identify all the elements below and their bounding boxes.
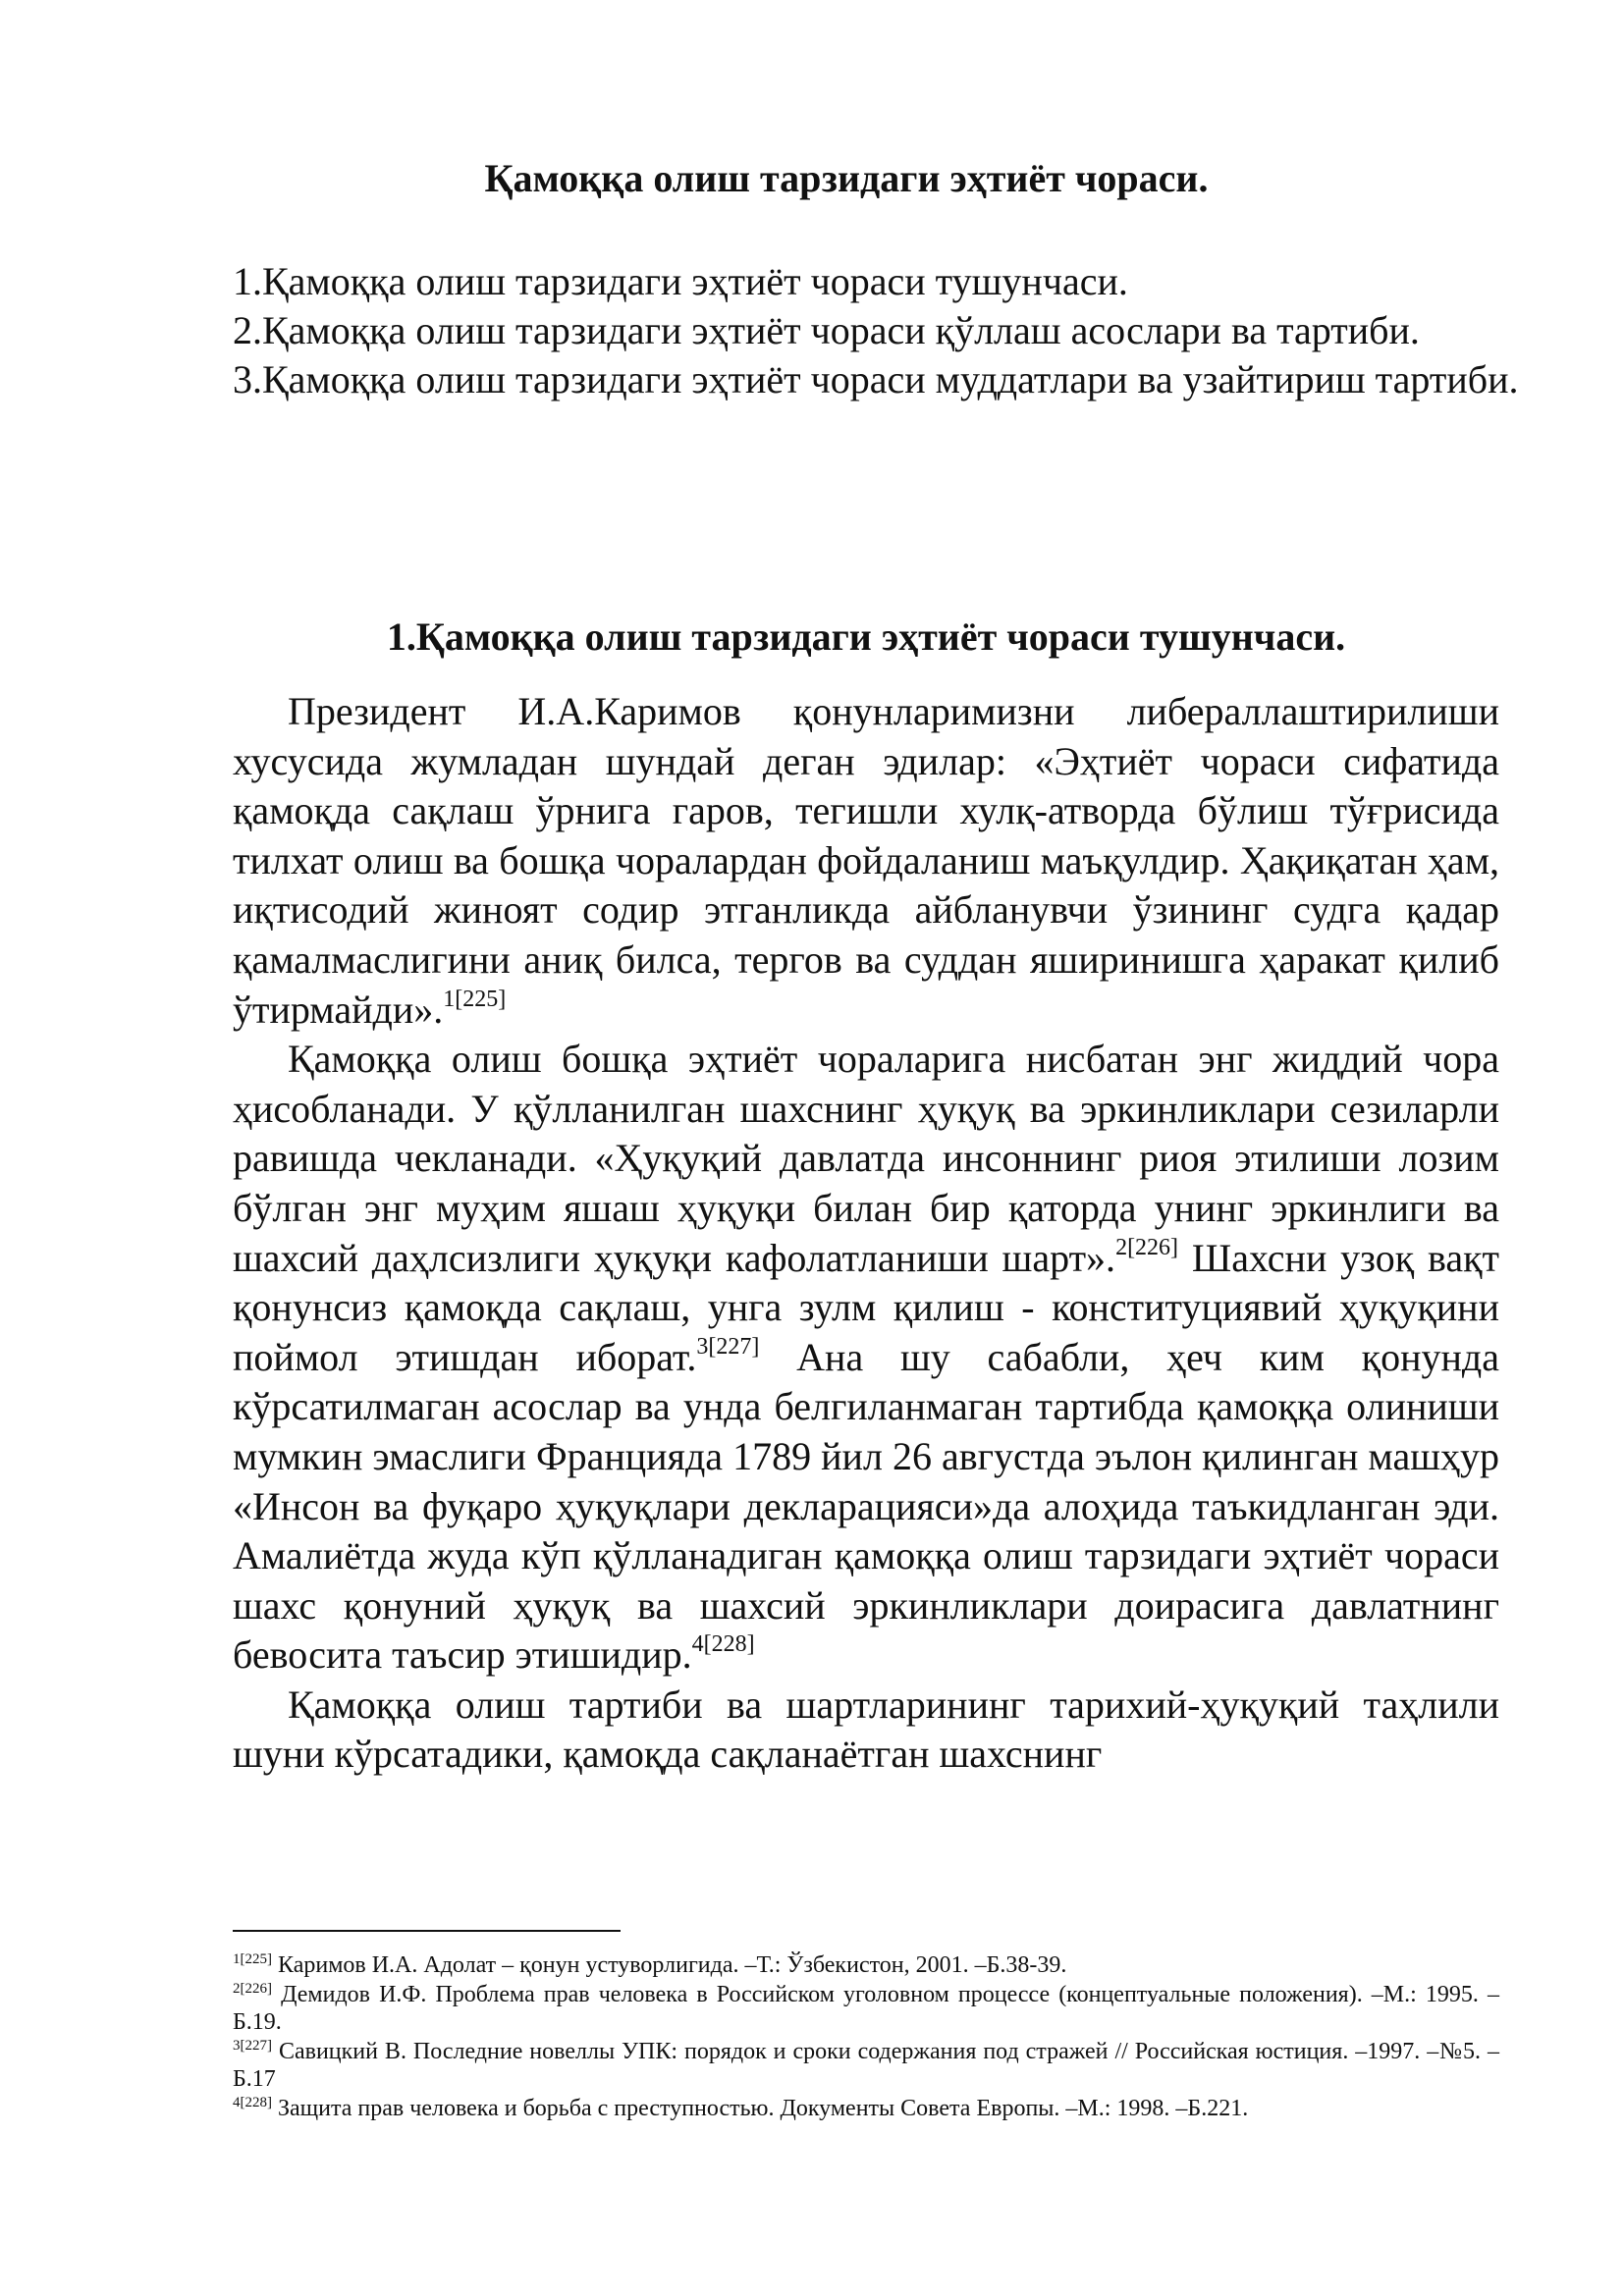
footnote-text: Савицкий В. Последние новеллы УПК: порядок и сроки содержания под стражей // Российская юстиция. –1997. –№5. –Б.17 [233, 2039, 1499, 2092]
paragraph [233, 1681, 1499, 1780]
footnote-separator [233, 1930, 621, 1932]
footnote-reference: 4[228] [691, 1631, 755, 1658]
outline-item: 2.Қамоққа олиш тарзидаги эҳтиёт чораси қўллаш асослари ва тартиби. [233, 308, 1420, 352]
paragraph-text: Ана шу сабабли, ҳеч ким қонунда кўрсатилмаган асослар ва унда белгиланмаган тартибда қамоққа олиниши мумкин эмаслиги Францияда 1789 йил 26 августда эълон қилинган машҳур «Инсон ва фуқаро ҳуқуқлари декларацияси»да алоҳида таъкидланган эди. Амалиётда жуда кўп қўлланадиган қамоққа олиш тарзидаги эҳтиёт чораси шахс қонуний ҳуқуқ ва шахсий эркинликлари доирасига давлатнинг бевосита таъсир этишидир. [233, 1334, 1499, 1678]
paragraph-text: Қамоққа олиш бошқа эҳтиёт чораларига нисбатан энг жиддий чора ҳисобланади. У қўлланилган шахснинг ҳуқуқ ва эркинликлари сезиларли равишда чекланади. «Ҳуқуқий давлатда инсоннинг риоя этилиши лозим бўлган энг муҳим яшаш ҳуқуқи билан бир қаторда унинг эркинлиги ва шахсий даҳлсизлиги ҳуқуқи кафолатланиши шарт». [233, 1037, 1499, 1280]
footnote-text: Защита прав человека и борьба с преступностью. Документы Совета Европы. –М.: 1998. –Б.221. [272, 2096, 1249, 2121]
footnote-mark: 3[227] [233, 2038, 272, 2054]
footnote-text: Каримов И.А. Адолат – қонун устуворлигида. –Т.: Ўзбекистон, 2001. –Б.38-39. [272, 1952, 1067, 1978]
paragraph-text: Президент И.А.Каримов қонунларимизни либераллаштирилиши хусусида жумладан шундай деган эдилар: «Эҳтиёт чораси сифатида қамоқда сақлаш ўрнига гаров, тегишли хулқ-атворда бўлиш тўғрисида тилхат олиш ва бошқа чоралардан фойдаланиш маъқулдир. Ҳақиқатан ҳам, иқтисодий жиноят содир этганликда айбланувчи ўзининг судга қадар қамалмаслигини аниқ билса, тергов ва суддан яширинишга ҳаракат қилиб ўтирмайди». [233, 689, 1499, 1032]
paragraph [233, 1035, 1499, 1681]
body-text [233, 687, 1499, 1780]
footnote-reference: 1[225] [443, 986, 507, 1012]
footnote-reference: 3[227] [696, 1333, 760, 1360]
footnote [233, 2038, 1499, 2093]
topic-outline [233, 257, 1529, 404]
footnote-mark: 1[225] [233, 1951, 272, 1967]
footnote-mark: 4[228] [233, 2095, 272, 2110]
section-heading: 1.Қамоққа олиш тарзидаги эҳтиёт чораси тушунчаси. [386, 614, 1346, 659]
footnote-mark: 2[226] [233, 1981, 272, 1997]
footnote [233, 1981, 1499, 2036]
footnote [233, 2095, 1499, 2122]
footnotes [233, 1951, 1499, 2124]
paragraph-text: Шахсни узоқ вақт қонунсиз қамоқда сақлаш, унга зулм қилиш - конституциявий ҳуқуқини поймол этишдан иборат. [233, 1235, 1500, 1379]
footnote [233, 1951, 1499, 1979]
paragraph-text: Қамоққа олиш тартиби ва шартларининг тарихий-ҳуқуқий таҳлили шуни кўрсатадики, қамоқда сақланаётган шахснинг [233, 1682, 1499, 1777]
outline-item: 3.Қамоққа олиш тарзидаги эҳтиёт чораси муддатлари ва узайтириш тартиби. [233, 357, 1519, 401]
document-title: Қамоққа олиш тарзидаги эҳтиёт чораси. [484, 156, 1209, 200]
footnote-reference: 2[226] [1115, 1234, 1179, 1260]
outline-item: 1.Қамоққа олиш тарзидаги эҳтиёт чораси тушунчаси. [233, 259, 1128, 303]
paragraph [233, 687, 1499, 1035]
footnote-text: Демидов И.Ф. Проблема прав человека в Российском уголовном процессе (концептуальные положения). –М.: 1995. –Б.19. [233, 1982, 1499, 2035]
